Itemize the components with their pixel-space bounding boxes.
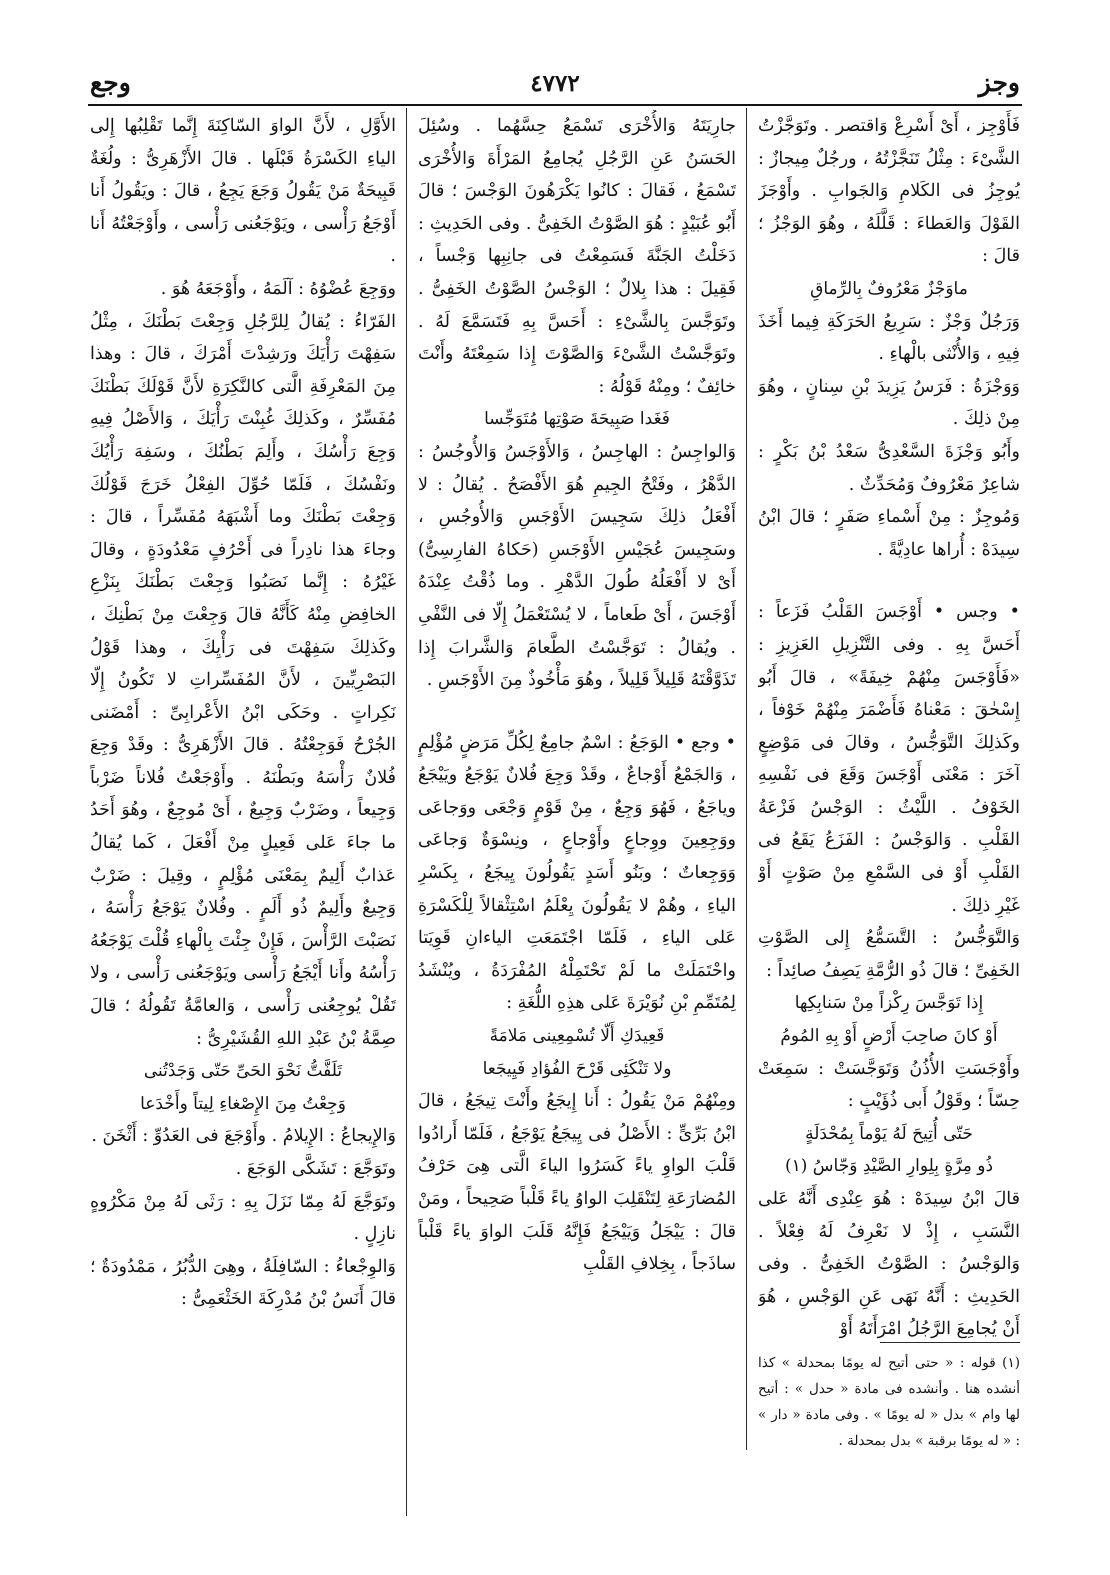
column-divider-left [406, 108, 407, 1516]
verse-line: تَلَفَّتُّ نَحْوَ الحَىِّ حَتّى وَجَدْتُنى [143, 1061, 343, 1082]
header-rule [88, 104, 1022, 106]
paragraph: الفَرّاءُ : يُقالُ لِلرَّجُلِ وَجِعْتَ بَطْنَكَ ، مِثْلُ سَفِهْتَ رَأْيَكَ ورَشِدْتَ أَمْرَكَ ، قالَ : وهذا مِنَ المَعْرِفَةِ الَّتى كالنَّكِرَةِ لأَنَّ قَوْلَكَ بَطْنَكَ مُفَسِّرٌ ، وكَذلِكَ غُبِنْتَ رَأْيَكَ ، وَالأَصْلُ فِيهِ وَجِعَ رَأْسُكَ ، وأَلِمَ بَطْنُكَ ، وسَفِهَ رَأْيُكَ ونَفْسُكَ ، فَلَمّا حُوِّلَ الفِعْلُ خَرَجَ قَوْلُكَ وَجِعْتَ بَطْنَكَ وما أَشْبَهَهُ مُفَسِّراً ، قالَ : وجاءَ هذا نادِراً فى أَحْرُفٍ مَعْدُودَةٍ ، وقالَ غَيْرُهُ : إِنَّما نَصَبُوا وَجِعْتَ بَطْنَكَ بِنَزْعِ الخافِضِ مِنْهُ كَأَنَّهُ قالَ وَجِعْتَ مِنْ بَطْنِكَ ، وكَذلِكَ سَفِهْتَ فى رَأْيِكَ ، وهذا قَوْلُ البَصْرِيِّينَ ، لأَنَّ المُفَسِّراتِ لا تَكُونُ إِلّا نَكِراتٍ . وحَكَى ابْنُ الأَعْرابِىِّ : أَمْضَنى الجُرْحُ فَوَجِعْتُهُ . قالَ الأَزْهَرِىُّ : وقَدْ وَجِعَ فُلانٌ رَأْسَهُ وبَطْنَهُ . وأَوْجَعْتُ فُلاناً ضَرْباً وَجِيعاً ، وضَرْبٌ وَجِيعٌ ، أَىْ مُوجِعٌ ، وهُوَ أَحَدُ ما جاءَ عَلى فَعِيلٍ مِنْ أَفْعَلَ ، كَما يُقالُ عَذابٌ أَلِيمٌ بِمَعْنَى مُؤْلِمٍ ، وقِيلَ : ضَرْبٌ وَجِيعٌ وأَلِيمٌ ذُو أَلَمٍ . وفُلانٌ يَوْجَعُ رَأْسَهُ ، نَصَبْتَ الرَّأْسَ ، فَإِنْ جِئْتَ بِالْهاءِ قُلْتَ يَوْجَعُهُ رَأْسُهُ وأَنا أَيْجَعُ رَأْسى ويَوْجَعُنى رَأْسى ، ولا تَقُلْ يُوجِعُنى رَأْسى ، وَالعامَّةُ تَقُولُهُ ؛ قالَ صِمَّةُ بْنُ عَبْدِ اللهِ القُشَيْرِىُّ : [90, 311, 396, 1049]
header-root-word-right: وجز [978, 68, 1020, 97]
paragraph: ووَجِعَ عُضْوُهُ : آلَمَهُ ، وأَوْجَعَهُ هُوَ . [160, 278, 396, 299]
verse-line: ماوَجْزٌ مَعْرُوفٌ بِالرِّماقِ [810, 278, 968, 299]
entry-waja'a: • وجع • الوَجَعُ : اسْمٌ جامِعٌ لِكُلِّ مَرَضٍ مُؤْلِمٍ ، وَالجَمْعُ أَوْجاعٌ ، وقَدْ وَجِعَ فُلانٌ يَوْجَعُ ويَيْجَعُ وياجَعُ ، فَهُوَ وَجِعٌ ، مِنْ قَوْمٍ وَجْعَى ووَجاعَى ووَجِعِينَ ووِجاعٍ وأَوْجاعٍ ، ونِسْوَةٌ وَجاعَى وَوَجِعاتٌ ؛ وبَنُو أَسَدٍ يَقُولُونَ يِيجَعُ ، بِكَسْرِ الياءِ ، وهُمْ لا يَقُولُونَ يِعْلَمُ اسْتِثْقالاً لِلْكَسْرَةِ عَلى الياءِ ، فَلَمّا اجْتَمَعَتِ الياءانِ قَوِيَتا واحْتَمَلَتْ ما لَمْ تَحْتَمِلْهُ المُفْرَدَةُ ، ويُنْشَدُ لِمُتَمِّمِ بْنِ نُوَيْرَةَ عَلى هذِهِ اللُّغَةِ : [418, 732, 736, 1014]
footnote: (١) قوله : « حتى أتيح له يومًا بمحدلة » كذا أنشده هنا . وأنشده فى مادة « حدل » : أتيح لها وام » بدل « له يومًا » . وفى مادة « دار » : « له يومًا برقبة » بدل بمحدلة . [758, 1355, 1020, 1449]
paragraph: ومِنْهُمْ مَنْ يَقُولُ : أَنا إِيجَعُ وأَنْتَ تِيجَعُ ، قالَ ابْنُ بَرِّىٍّ : الأَصْلُ فى يِيجَعُ يَوْجَعُ ، فَلَمّا أَرادُوا قَلْبَ الواوِ ياءً كَسَرُوا الياءَ الَّتى هِىَ حَرْفُ المُضارَعَةِ لِتَنْقَلِبَ الواوُ ياءً قَلْباً صَحِيحاً ، ومَنْ قالَ : يَيْجَلُ وَيَيْجَعُ فَإِنَّهُ قَلَبَ الواوَ ياءً قَلْباً ساذَجاً ، بِخِلافِ القَلْبِ [418, 1091, 736, 1275]
verse-line: قَعِيدَكِ أَلّا تُسْمِعِينى مَلامَةً [489, 1026, 665, 1047]
paragraph: وأَبُو وَجْزَةَ السَّعْدِىُّ سَعْدُ بْنُ بَكْرٍ : شاعِرٌ مَعْرُوفٌ وَمُحَدِّثٌ . [758, 441, 1020, 495]
verse-line: حَتّى أُتِيحَ لَهُ يَوْماً بِمُحْدَلَةٍ [805, 1123, 973, 1144]
paragraph: وَمُوجِزٌ : مِنْ أَسْماءِ صَفَرٍ ؛ قالَ ابْنُ سِيدَهْ : أُراها عادِيَّةً . [758, 507, 1020, 560]
column-middle [418, 110, 736, 1510]
paragraph: فَأَوْجِز ، أَىْ أَسْرِعْ وَاقتصر . وتَوَجَّزْتُ الشَّىْءَ : مِثْلُ تَنَجَّزْتُهُ ، ورجُلٌ مِيجازٌ : يُوجِزُ فى الكَلامِ وَالجَوابِ . وأَوْجَزَ القَوْلَ وَالعَطاءَ : قَلَّلَهُ ، وهُوَ الوَجْزُ ؛ قالَ : [758, 116, 1020, 267]
paragraph: وتَوَجَّعَ لَهُ مِمّا نَزَلَ بِهِ : رَثَى لَهُ مِنْ مَكْرُوهٍ نازِلٍ . [90, 1191, 396, 1245]
paragraph: قالَ ابْنُ سِيدَهْ : هُوَ عِنْدِى أَنَّهُ عَلى النَّسَبِ ، إِذْ لا نَعْرِفُ لَهُ فِعْلاً . وَالوَجْسُ : الصَّوْتُ الخَفِىُّ . وفى الحَدِيثِ : أَنَّهُ نَهَى عَنِ الوَجْسِ ، هُوَ أَنْ يُجامِعَ الرَّجُلُ امْرَأَتَهُ أَوْ [758, 1189, 1020, 1340]
column-divider-right [746, 108, 747, 1450]
footnote-rule [880, 1342, 1020, 1343]
paragraph: وتَوَجَّعَ : تَشَكَّى الوَجَعَ . [235, 1159, 396, 1179]
paragraph: وَوَجْزَةُ : فَرَسُ يَزِيدَ بْنِ سِنانٍ ، وهُوَ مِنْ ذلِكَ . [758, 376, 1020, 430]
verse-line: ذُو مِرَّةٍ بِلِوارِ الصَّيْدِ وَجّاسُ (١) [784, 1156, 994, 1177]
header-root-word-left: وجع [90, 68, 131, 97]
paragraph: وَرَجُلٌ وَجْزٌ : سَرِيعُ الحَرَكَةِ فِيما أَخَذَ فِيهِ ، وَالأُنْثى بالْهاءِ . [758, 311, 1020, 365]
column-right [758, 110, 1020, 1340]
paragraph: وَالوِجْعاءُ : السّافِلَةُ ، وهِىَ الدُّبُرُ ، مَمْدُودَةٌ ؛ قالَ أَنَسُ بْنُ مُدْرِكَةَ الخَثْعَمِىُّ : [90, 1256, 396, 1310]
verse-line: وَجِعْتُ مِنَ الإِصْغاءِ لِيتاً وأَخْدَعا [140, 1093, 346, 1114]
entry-wajasa: • وجس • أَوْجَسَ القَلْبُ فَزَعاً : أَحَسَّ بِهِ . وفى التَّنْزِيلِ العَزِيزِ : «فَأَوْجَسَ مِنْهُمْ خِيفَةً» ، قالَ أَبُو إِسْحٰقَ : مَعْناهُ فَأَضْمَرَ مِنْهُمْ خَوْفاً ، وكَذلِكَ التَّوَجُّسُ ، وقالَ فى مَوْضِعٍ آخَرَ : مَعْنَى أَوْجَسَ وَقَعَ فى نَفْسِهِ الخَوْفُ . اللَّيْثُ : الوَجْسُ فَزْعَةُ القَلْبِ . وَالوَجْسُ : الفَزَعُ يَقَعُ فى القَلْبِ أَوْ فى السَّمْعِ مِنْ صَوْتٍ أَوْ غَيْرِ ذلِكَ . [758, 602, 1020, 916]
paragraph: وأَوْجَسَتِ الأُذُنُ وَتَوَجَّسَتْ : سَمِعَتْ حِسّاً ؛ وقَوْلُ أَبى ذُؤَيْبٍ : [758, 1058, 1020, 1112]
column-left [90, 110, 396, 1510]
paragraph: الأَوَّلِ ، لأَنَّ الواوَ السّاكِنَةَ إِنَّما تَقْلِبُها إِلى الياءِ الكَسْرَةُ قَبْلَها . قالَ الأَزْهَرِىُّ : ولُغَةٌ قَبِيحَةٌ مَنْ يَقُولُ وَجَعَ يَجِعُ ، قالَ : ويَقُولُ أَنا أَوْجَعُ رَأْسى ، ويَوْجَعُنى رَأْسى ، وأَوْجَعْتُهُ أَنا . [90, 116, 396, 267]
paragraph: وَالإِيجاعُ : الإِيلامُ . وأَوْجَعَ فى العَدُوِّ : أَثْخَنَ . [91, 1126, 396, 1147]
page-header [88, 66, 1022, 102]
paragraph: جارِيَتَهُ وَالأُخْرَى تَسْمَعُ حِسَّهُما . وسُئِلَ الحَسَنُ عَنِ الرَّجُلِ يُجامِعُ المَرْأَةَ وَالأُخْرَى تَسْمَعُ ، فَقالَ : كانُوا يَكْرَهُونَ الوَجْسَ ؛ قالَ أَبُو عُبَيْدٍ : هُوَ الصَّوْتُ الخَفِىُّ . وفى الحَدِيثِ : دَخَلْتُ الجَنَّةَ فَسَمِعْتُ فى جانِبِها وَجْساً ، فَقِيلَ : هذا بِلالٌ ؛ الوَجْسُ الصَّوْتُ الخَفِىُّ . وتَوَجَّسَ بِالشَّىْءِ : أَحَسَّ بِهِ فَتَسَمَّعَ لَهُ . وتَوَجَّسْتُ الشَّىْءَ وَالصَّوْتَ إِذا سَمِعْتَهُ وأَنْتَ خائِفٌ ؛ ومِنْهُ قَوْلُهُ : [418, 116, 736, 397]
paragraph: وَالتَّوَجُّسُ : التَّسَمُّعُ إِلى الصَّوْتِ الخَفِىِّ ؛ قالَ ذُو الرُّمَّةِ يَصِفُ صائِداً : [758, 928, 1020, 981]
paragraph: وَالواجِسُ : الهاجِسُ ، وَالأَوْجَسُ وَالأُوجُسُ : الدَّهْرُ ، وفَتْحُ الجِيمِ هُوَ الأَفْصَحُ . يُقالُ : لا أَفْعَلُ ذلِكَ سَجِيسَ الأَوْجَسِ وَالأُوجُسِ ، وسَجِيسَ عُجَيْسِ الأَوْجَسِ (حَكاهُ الفارِسِىُّ) أَىْ لا أَفْعَلُهُ طُولَ الدَّهْرِ . وما ذُقْتُ عِنْدَهُ أَوْجَسَ ، أَىْ طَعاماً ، لا يُسْتَعْمَلُ إِلّا فى النَّفْىِ . ويُقالُ : تَوَجَّسْتُ الطَّعامَ وَالشَّرابَ إِذا تَذَوَّقْتَهُ قَلِيلاً قَلِيلاً ، وهُوَ مَأْخُوذٌ مِنَ الأَوْجَسِ . [418, 441, 736, 691]
verse-line: أَوْ كانَ صاحِبَ أَرْضٍ أَوْ بِهِ المُومُ [780, 1026, 998, 1047]
verse-line: فَغَدا صَبِيحَةَ صَوْتِها مُتَوَجِّسا [484, 409, 670, 430]
verse-line: ولا تَنْكَئِى قَرْحَ الفُؤادِ فَيِيجَعا [482, 1058, 672, 1079]
verse-line: إِذا تَوَجَّسَ رِكْزاً مِنْ سَنابِكِها [794, 993, 984, 1014]
page-number: ٤٧٧٢ [530, 70, 580, 97]
